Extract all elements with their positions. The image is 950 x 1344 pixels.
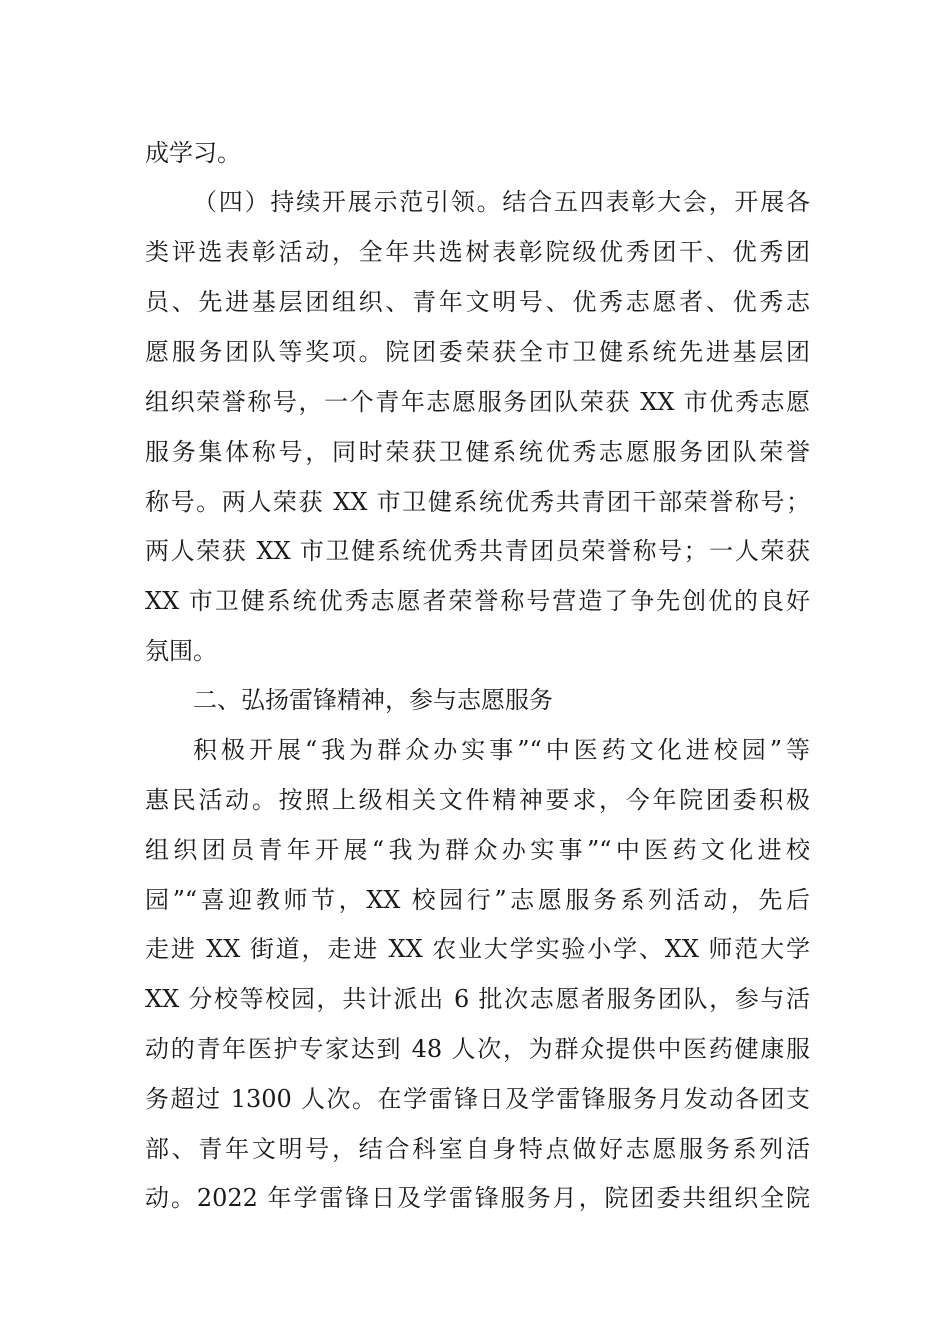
paragraph-line: 员、先进基层团组织、青年文明号、优秀志愿者、优秀志 [145,288,810,316]
paragraph-line: 类评选表彰活动，全年共选树表彰院级优秀团干、优秀团 [145,238,810,266]
paragraph-line: 园”“喜迎教师节，XX 校园行”志愿服务系列活动，先后 [145,886,810,914]
paragraph-line: 组织荣誉称号，一个青年志愿服务团队荣获 XX 市优秀志愿 [145,388,810,416]
paragraph-line: 务超过 1300 人次。在学雷锋日及学雷锋服务月发动各团支 [145,1085,810,1113]
paragraph-line: 服务集体称号，同时荣获卫健系统优秀志愿服务团队荣誉 [145,438,810,466]
paragraph-line: 积极开展“我为群众办实事”“中医药文化进校园”等 [193,736,810,764]
paragraph-line: 两人荣获 XX 市卫健系统优秀共青团员荣誉称号；一人荣获 [145,537,810,565]
paragraph-line: （四）持续开展示范引领。结合五四表彰大会，开展各 [193,188,810,216]
paragraph-line: 愿服务团队等奖项。院团委荣获全市卫健系统先进基层团 [145,338,810,366]
paragraph-line: 走进 XX 街道，走进 XX 农业大学实验小学、XX 师范大学 [145,935,810,963]
paragraph-line: XX 市卫健系统优秀志愿者荣誉称号营造了争先创优的良好 [145,587,810,615]
paragraph-line: 组织团员青年开展“我为群众办实事”“中医药文化进校 [145,836,810,864]
paragraph-line: 称号。两人荣获 XX 市卫健系统优秀共青团干部荣誉称号； [145,488,810,516]
paragraph-line: 成学习。 [145,139,241,167]
paragraph-line: 动的青年医护专家达到 48 人次，为群众提供中医药健康服 [145,1035,810,1063]
paragraph-line: 部、青年文明号，结合科室自身特点做好志愿服务系列活 [145,1135,810,1163]
paragraph-line: 惠民活动。按照上级相关文件精神要求，今年院团委积极 [145,786,810,814]
section-heading: 二、弘扬雷锋精神，参与志愿服务 [193,686,553,714]
paragraph-line: 氛围。 [145,637,217,665]
paragraph-line: 动。2022 年学雷锋日及学雷锋服务月，院团委共组织全院 [145,1184,810,1212]
paragraph-line: XX 分校等校园，共计派出 6 批次志愿者服务团队，参与活 [145,985,810,1013]
